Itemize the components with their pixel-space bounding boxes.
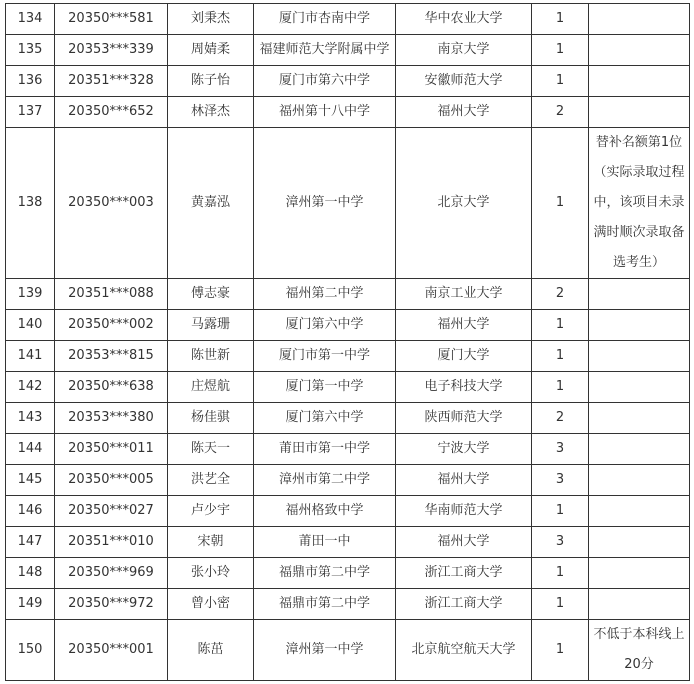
count: 1 — [532, 558, 589, 589]
university: 浙江工商大学 — [396, 558, 532, 589]
row-number: 139 — [6, 279, 55, 310]
exam-id: 20353***380 — [55, 403, 168, 434]
remark — [589, 465, 690, 496]
university: 北京大学 — [396, 128, 532, 279]
table-row — [6, 4, 690, 35]
row-number: 136 — [6, 66, 55, 97]
exam-id: 20350***652 — [55, 97, 168, 128]
table-row — [6, 310, 690, 341]
high-school: 厦门第六中学 — [254, 403, 396, 434]
exam-id: 20351***328 — [55, 66, 168, 97]
remark — [589, 496, 690, 527]
row-number: 135 — [6, 35, 55, 66]
count: 1 — [532, 35, 589, 66]
exam-id: 20350***002 — [55, 310, 168, 341]
remark — [589, 310, 690, 341]
student-name: 陈子怡 — [168, 66, 254, 97]
table-row — [6, 403, 690, 434]
count: 1 — [532, 128, 589, 279]
table-row — [6, 527, 690, 558]
university: 福州大学 — [396, 310, 532, 341]
high-school: 厦门市第一中学 — [254, 341, 396, 372]
exam-id: 20350***003 — [55, 128, 168, 279]
university: 华中农业大学 — [396, 4, 532, 35]
exam-id: 20350***027 — [55, 496, 168, 527]
row-number: 140 — [6, 310, 55, 341]
remark — [589, 372, 690, 403]
exam-id: 20350***969 — [55, 558, 168, 589]
admission-list-table — [5, 3, 690, 681]
table-row — [6, 620, 690, 681]
university: 北京航空航天大学 — [396, 620, 532, 681]
university: 电子科技大学 — [396, 372, 532, 403]
high-school: 福鼎市第二中学 — [254, 589, 396, 620]
count: 1 — [532, 372, 589, 403]
row-number: 143 — [6, 403, 55, 434]
high-school: 福州第二中学 — [254, 279, 396, 310]
student-name: 陈茁 — [168, 620, 254, 681]
exam-id: 20351***010 — [55, 527, 168, 558]
student-name: 马露珊 — [168, 310, 254, 341]
high-school: 福建师范大学附属中学 — [254, 35, 396, 66]
university: 南京大学 — [396, 35, 532, 66]
remark — [589, 527, 690, 558]
exam-id: 20353***815 — [55, 341, 168, 372]
count: 2 — [532, 279, 589, 310]
remark — [589, 341, 690, 372]
row-number: 144 — [6, 434, 55, 465]
university: 华南师范大学 — [396, 496, 532, 527]
row-number: 147 — [6, 527, 55, 558]
exam-id: 20350***972 — [55, 589, 168, 620]
count: 1 — [532, 341, 589, 372]
count: 3 — [532, 434, 589, 465]
table-row — [6, 434, 690, 465]
row-number: 137 — [6, 97, 55, 128]
university: 浙江工商大学 — [396, 589, 532, 620]
university: 福州大学 — [396, 465, 532, 496]
student-name: 傅志豪 — [168, 279, 254, 310]
high-school: 福州第十八中学 — [254, 97, 396, 128]
student-name: 张小玲 — [168, 558, 254, 589]
remark — [589, 35, 690, 66]
count: 1 — [532, 66, 589, 97]
exam-id: 20350***005 — [55, 465, 168, 496]
university: 安徽师范大学 — [396, 66, 532, 97]
count: 3 — [532, 465, 589, 496]
student-name: 周婧柔 — [168, 35, 254, 66]
high-school: 福鼎市第二中学 — [254, 558, 396, 589]
exam-id: 20351***088 — [55, 279, 168, 310]
table-row — [6, 279, 690, 310]
high-school: 厦门市杏南中学 — [254, 4, 396, 35]
student-name: 庄煜航 — [168, 372, 254, 403]
student-name: 洪艺全 — [168, 465, 254, 496]
student-name: 陈天一 — [168, 434, 254, 465]
student-name: 黄嘉泓 — [168, 128, 254, 279]
count: 1 — [532, 589, 589, 620]
row-number: 146 — [6, 496, 55, 527]
table-body — [6, 4, 690, 681]
remark — [589, 279, 690, 310]
count: 1 — [532, 496, 589, 527]
table-row — [6, 341, 690, 372]
table-row — [6, 465, 690, 496]
row-number: 150 — [6, 620, 55, 681]
student-name: 宋朝 — [168, 527, 254, 558]
table-row — [6, 128, 690, 279]
university: 福州大学 — [396, 97, 532, 128]
remark: 替补名额第1位（实际录取过程中，该项目未录满时顺次录取备选考生） — [589, 128, 690, 279]
exam-id: 20350***638 — [55, 372, 168, 403]
exam-id: 20350***001 — [55, 620, 168, 681]
remark — [589, 4, 690, 35]
university: 福州大学 — [396, 527, 532, 558]
remark — [589, 66, 690, 97]
count: 1 — [532, 310, 589, 341]
count: 1 — [532, 620, 589, 681]
table-row — [6, 35, 690, 66]
row-number: 134 — [6, 4, 55, 35]
count: 3 — [532, 527, 589, 558]
table-row — [6, 558, 690, 589]
student-name: 曾小密 — [168, 589, 254, 620]
table-row — [6, 372, 690, 403]
university: 厦门大学 — [396, 341, 532, 372]
exam-id: 20350***011 — [55, 434, 168, 465]
high-school: 莆田一中 — [254, 527, 396, 558]
count: 2 — [532, 97, 589, 128]
row-number: 149 — [6, 589, 55, 620]
count: 1 — [532, 4, 589, 35]
table-row — [6, 97, 690, 128]
high-school: 厦门第一中学 — [254, 372, 396, 403]
student-name: 卢少宇 — [168, 496, 254, 527]
exam-id: 20350***581 — [55, 4, 168, 35]
student-name: 林泽杰 — [168, 97, 254, 128]
high-school: 厦门第六中学 — [254, 310, 396, 341]
exam-id: 20353***339 — [55, 35, 168, 66]
remark — [589, 97, 690, 128]
high-school: 莆田市第一中学 — [254, 434, 396, 465]
table-row — [6, 496, 690, 527]
remark — [589, 558, 690, 589]
row-number: 145 — [6, 465, 55, 496]
row-number: 148 — [6, 558, 55, 589]
student-name: 刘秉杰 — [168, 4, 254, 35]
student-name: 杨佳骐 — [168, 403, 254, 434]
row-number: 142 — [6, 372, 55, 403]
university: 宁波大学 — [396, 434, 532, 465]
high-school: 厦门市第六中学 — [254, 66, 396, 97]
remark — [589, 434, 690, 465]
row-number: 138 — [6, 128, 55, 279]
row-number: 141 — [6, 341, 55, 372]
high-school: 福州格致中学 — [254, 496, 396, 527]
remark — [589, 403, 690, 434]
university: 南京工业大学 — [396, 279, 532, 310]
high-school: 漳州第一中学 — [254, 128, 396, 279]
student-name: 陈世新 — [168, 341, 254, 372]
high-school: 漳州第一中学 — [254, 620, 396, 681]
table-row — [6, 66, 690, 97]
table-row — [6, 589, 690, 620]
count: 2 — [532, 403, 589, 434]
remark: 不低于本科线上20分 — [589, 620, 690, 681]
high-school: 漳州市第二中学 — [254, 465, 396, 496]
university: 陕西师范大学 — [396, 403, 532, 434]
remark — [589, 589, 690, 620]
